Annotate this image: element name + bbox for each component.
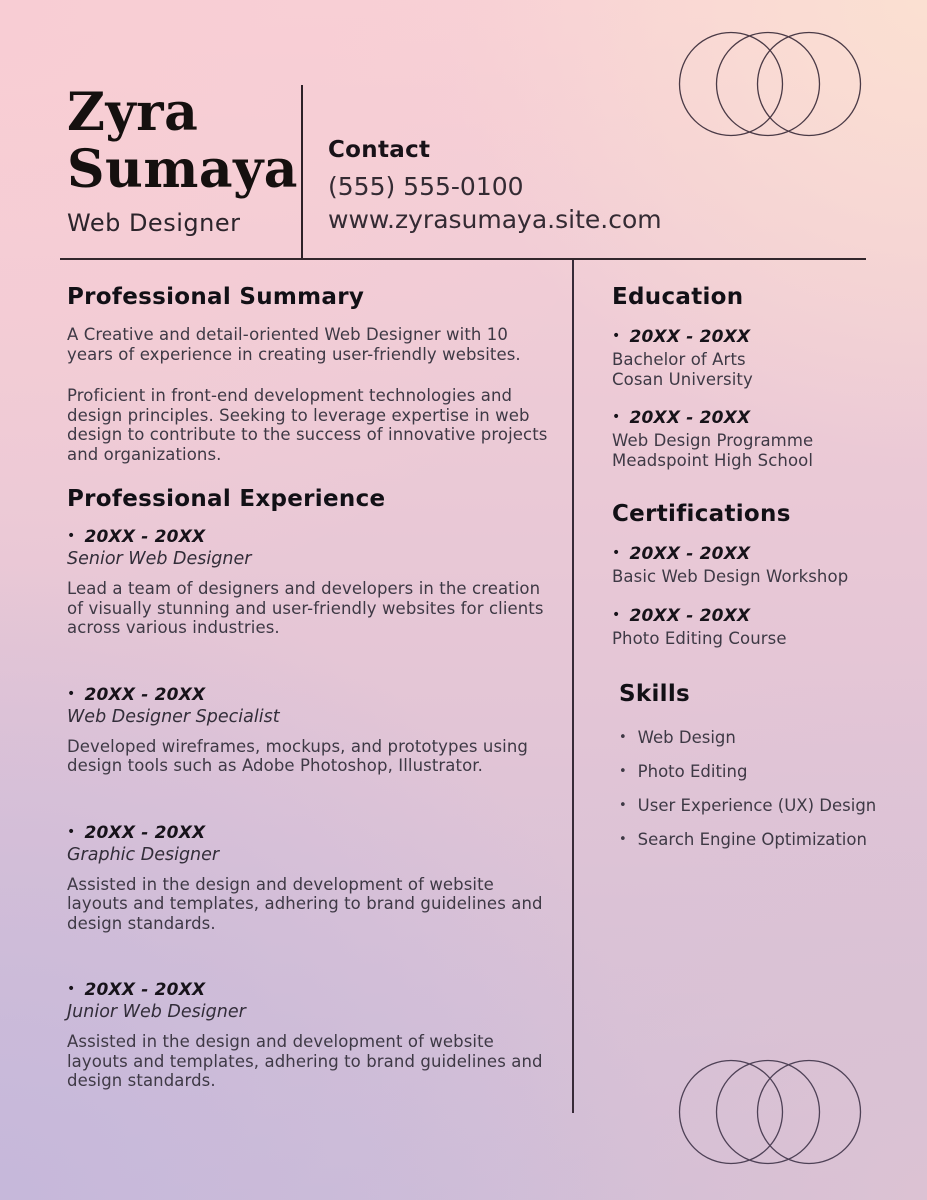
certifications-heading: Certifications: [612, 501, 791, 527]
website-url: www.zyrasumaya.site.com: [328, 205, 662, 234]
education-entry: [612, 327, 894, 389]
education-school: Cosan University: [612, 369, 753, 389]
certification-entry: [612, 606, 894, 649]
certification-entry: [612, 544, 894, 587]
summary-paragraph: A Creative and detail-oriented Web Designer with 10 years of experience in creating user-friendly websites.: [67, 325, 521, 364]
experience-dates: • 20XX - 20XX: [67, 685, 551, 705]
header-horizontal-divider: [60, 258, 866, 260]
skills-heading: Skills: [619, 681, 691, 707]
summary-heading: Professional Summary: [67, 284, 365, 310]
overlapping-circles-decoration-top: [676, 28, 868, 140]
experience-dates: • 20XX - 20XX: [67, 980, 551, 1000]
education-dates: • 20XX - 20XX: [612, 327, 894, 347]
experience-description: Lead a team of designers and developers in the creation of visually stunning and user-friendly websites for clients across various industries.: [67, 579, 544, 637]
right-column: [612, 284, 894, 864]
experience-role: Web Designer Specialist: [67, 706, 280, 727]
education-entry: [612, 408, 894, 470]
skill-item: • Web Design: [619, 728, 894, 750]
education-section: [612, 284, 894, 470]
skill-item: • User Experience (UX) Design: [619, 796, 894, 818]
experience-role: Graphic Designer: [67, 844, 220, 865]
experience-description: Assisted in the design and development of website layouts and templates, adhering to brand guidelines and design standards.: [67, 874, 543, 933]
name-first: Zyra: [67, 82, 199, 143]
overlapping-circles-decoration-bottom: [676, 1056, 868, 1168]
contact-block: [328, 137, 662, 234]
name-block: [67, 84, 298, 237]
experience-description: Assisted in the design and development of website layouts and templates, adhering to brand guidelines and design standards.: [67, 1032, 543, 1090]
name-last: Sumaya: [67, 139, 298, 200]
experience-entry: [67, 685, 551, 776]
experience-description: Developed wireframes, mockups, and prototypes using design tools such as Adobe Photoshop, Illustrator.: [67, 736, 528, 775]
left-column: [67, 284, 551, 1138]
professional-summary-section: [67, 284, 551, 464]
summary-paragraph: Proficient in front-end development technologies and design principles. Seeking to leverage expertise in web design to contribute to the success of innovative projects and organizations.: [67, 386, 548, 464]
certification-name: Photo Editing Course: [612, 628, 787, 648]
experience-role: Senior Web Designer: [67, 549, 252, 569]
skill-item: • Photo Editing: [619, 762, 894, 784]
contact-heading: Contact: [328, 137, 431, 163]
experience-entry: [67, 823, 551, 934]
education-degree: Web Design Programme: [612, 431, 814, 450]
experience-dates: • 20XX - 20XX: [67, 823, 551, 843]
certification-name: Basic Web Design Workshop: [612, 567, 849, 586]
job-title: Web Designer: [67, 209, 241, 237]
column-divider: [572, 260, 574, 1113]
header-vertical-divider: [301, 85, 303, 259]
skills-section: [612, 681, 894, 852]
experience-role: Junior Web Designer: [67, 1002, 246, 1022]
education-school: Meadspoint High School: [612, 450, 814, 470]
experience-entry: [67, 980, 551, 1091]
certification-dates: • 20XX - 20XX: [612, 606, 894, 626]
professional-experience-section: [67, 486, 551, 1091]
experience-heading: Professional Experience: [67, 486, 386, 512]
education-heading: Education: [612, 284, 744, 310]
certifications-section: [612, 501, 894, 648]
education-degree: Bachelor of Arts: [612, 350, 746, 369]
phone-number: (555) 555-0100: [328, 172, 524, 201]
certification-dates: • 20XX - 20XX: [612, 544, 894, 564]
skill-item: • Search Engine Optimization: [619, 830, 894, 852]
experience-entry: [67, 527, 551, 638]
education-dates: • 20XX - 20XX: [612, 408, 894, 428]
experience-dates: • 20XX - 20XX: [67, 527, 551, 547]
